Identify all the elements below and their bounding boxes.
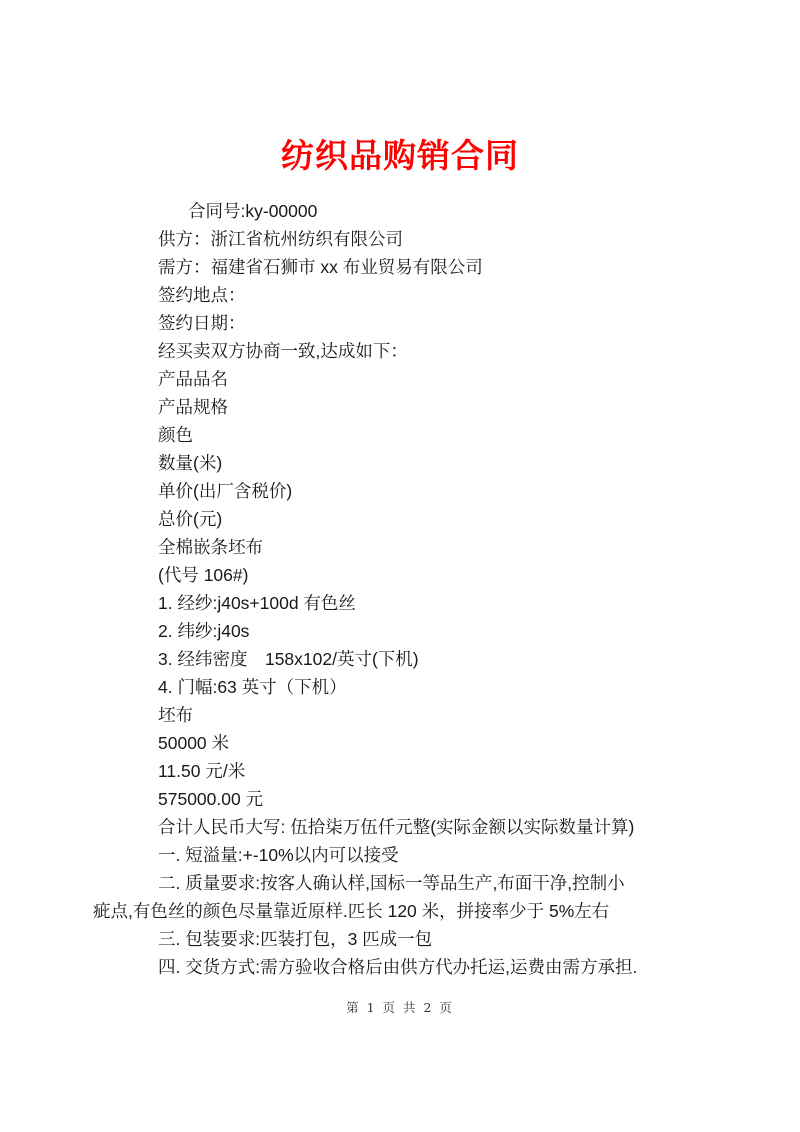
contract-line: 产品规格 (158, 397, 228, 417)
contract-line: 全棉嵌条坯布 (158, 537, 263, 557)
contract-line: 50000 米 (158, 733, 230, 753)
contract-line: 供方：浙江省杭州纺织有限公司 (158, 229, 403, 249)
contract-line: 数量(米) (158, 453, 223, 473)
contract-line: 3. 经纬密度 158x102/英寸(下机) (158, 649, 419, 669)
contract-line: 三. 包装要求:匹装打包，3 匹成一包 (158, 929, 433, 949)
contract-line: 575000.00 元 (158, 789, 264, 809)
contract-line: 11.50 元/米 (158, 761, 246, 781)
contract-line: 2. 纬纱:j40s (158, 621, 250, 641)
contract-line: 一. 短溢量:+-10%以内可以接受 (158, 845, 399, 865)
contract-line: 合同号:ky-00000 (188, 201, 318, 221)
contract-line: (代号 106#) (158, 565, 249, 585)
contract-line: 签约地点： (158, 285, 246, 305)
contract-line: 1. 经纱:j40s+100d 有色丝 (158, 593, 356, 613)
contract-body (93, 197, 709, 981)
contract-line: 二. 质量要求:按客人确认样,国标一等品生产,布面干净,控制小 (158, 873, 625, 893)
contract-line: 单价(出厂含税价) (158, 481, 293, 501)
contract-line: 4. 门幅:63 英寸（下机） (158, 677, 347, 697)
contract-line: 坯布 (158, 705, 193, 725)
contract-line: 疵点,有色丝的颜色尽量靠近原样.匹长 120 米，拼接率少于 5%左右 (93, 901, 610, 921)
contract-line: 颜色 (158, 425, 193, 445)
contract-line: 经买卖双方协商一致,达成如下： (158, 341, 408, 361)
contract-line: 签约日期： (158, 313, 246, 333)
contract-line: 需方：福建省石狮市 xx 布业贸易有限公司 (158, 257, 483, 277)
page-number-footer: 第 1 页 共 2 页 (346, 1000, 454, 1015)
document-title: 纺织品购销合同 (281, 137, 519, 174)
contract-line: 总价(元) (158, 509, 223, 529)
contract-line: 产品品名 (158, 369, 228, 389)
contract-line: 合计人民币大写: 伍拾柒万伍仟元整(实际金额以实际数量计算) (158, 817, 635, 837)
contract-line: 四. 交货方式:需方验收合格后由供方代办托运,运费由需方承担. (158, 957, 638, 977)
